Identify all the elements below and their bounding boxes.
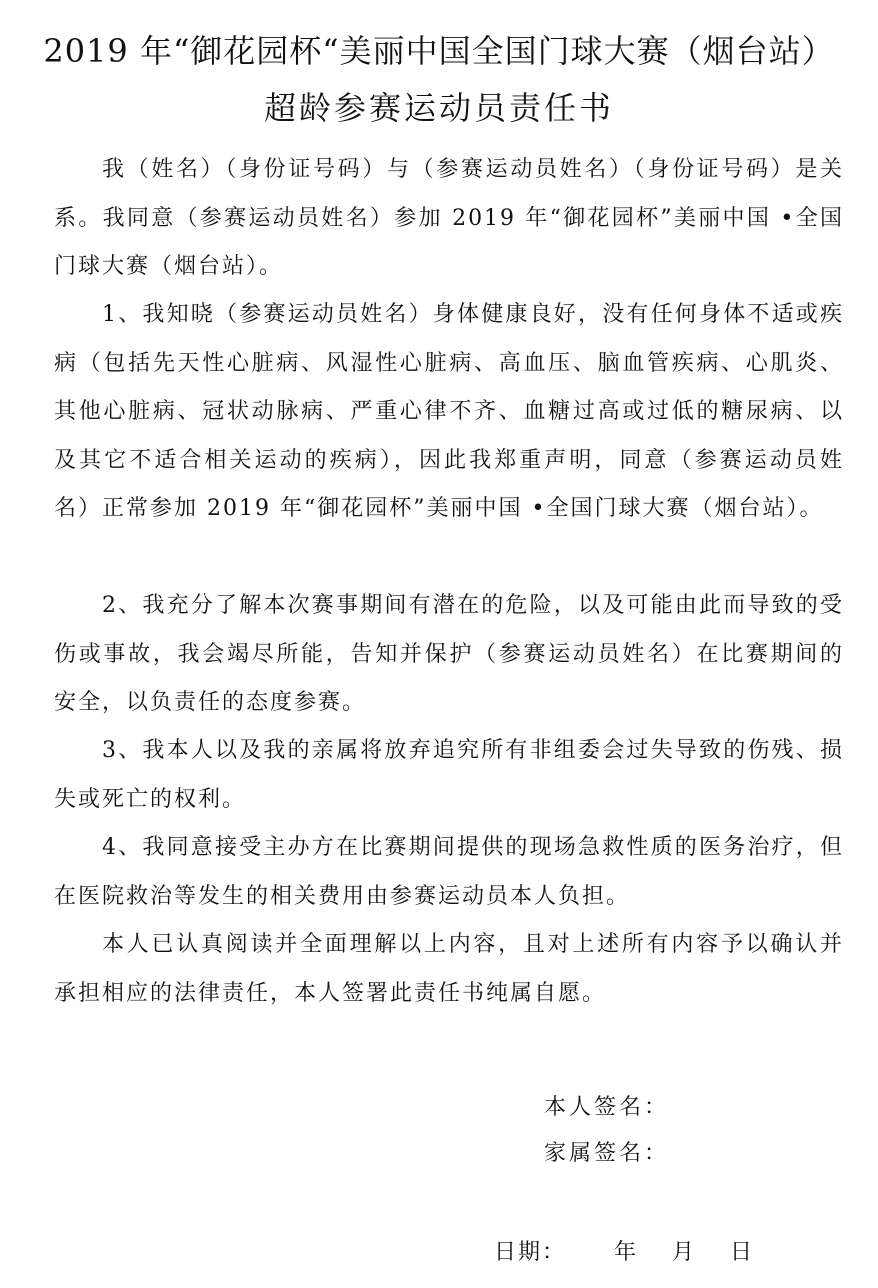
date-year-label: 年: [614, 1240, 639, 1265]
intro-paragraph: 我（姓名）（身份证号码）与（参赛运动员姓名）（身份证号码）是关系。我同意（参赛运动员姓名）参加 2019 年“御花园杯”美丽中国 •全国门球大赛（烟台站）。: [54, 157, 844, 279]
date-line: [494, 1235, 754, 1266]
clause-2-paragraph: 2、我充分了解本次赛事期间有潜在的危险，以及可能由此而导致的受伤或事故，我会竭尽所能，告知并保护（参赛运动员姓名）在比赛期间的安全，以负责任的态度参赛。: [54, 593, 844, 715]
document-subtitle: 超龄参赛运动员责任书: [263, 89, 614, 127]
date-day-label: 日: [730, 1240, 755, 1265]
signature-self-label: 本人签名：: [544, 1095, 670, 1120]
date-month-label: 月: [672, 1240, 697, 1265]
signature-family-label: 家属签名：: [544, 1141, 670, 1166]
consent-paragraph: 本人已认真阅读并全面理解以上内容，且对上述所有内容予以确认并承担相应的法律责任，本人签署此责任书纯属自愿。: [54, 932, 844, 1006]
clause-1-paragraph: 1、我知晓（参赛运动员姓名）身体健康良好，没有任何身体不适或疾病（包括先天性心脏病、风湿性心脏病、高血压、脑血管疾病、心肌炎、其他心脏病、冠状动脉病、严重心律不齐、血糖过高或过低的糖尿病、以及其它不适合相关运动的疾病），因此我郑重声明，同意（参赛运动员姓名）正常参加 2019 年“御花园杯”美丽中国 •全国门球大赛（烟台站）。: [54, 302, 844, 521]
clause-3-paragraph: 3、我本人以及我的亲属将放弃追究所有非组委会过失导致的伤残、损失或死亡的权利。: [54, 738, 844, 812]
document-title: 2019 年“御花园杯“美丽中国全国门球大赛（烟台站）: [43, 32, 835, 70]
date-label: 日期：: [494, 1240, 567, 1265]
clause-4-paragraph: 4、我同意接受主办方在比赛期间提供的现场急救性质的医务治疗，但在医院救治等发生的相关费用由参赛运动员本人负担。: [54, 835, 844, 909]
